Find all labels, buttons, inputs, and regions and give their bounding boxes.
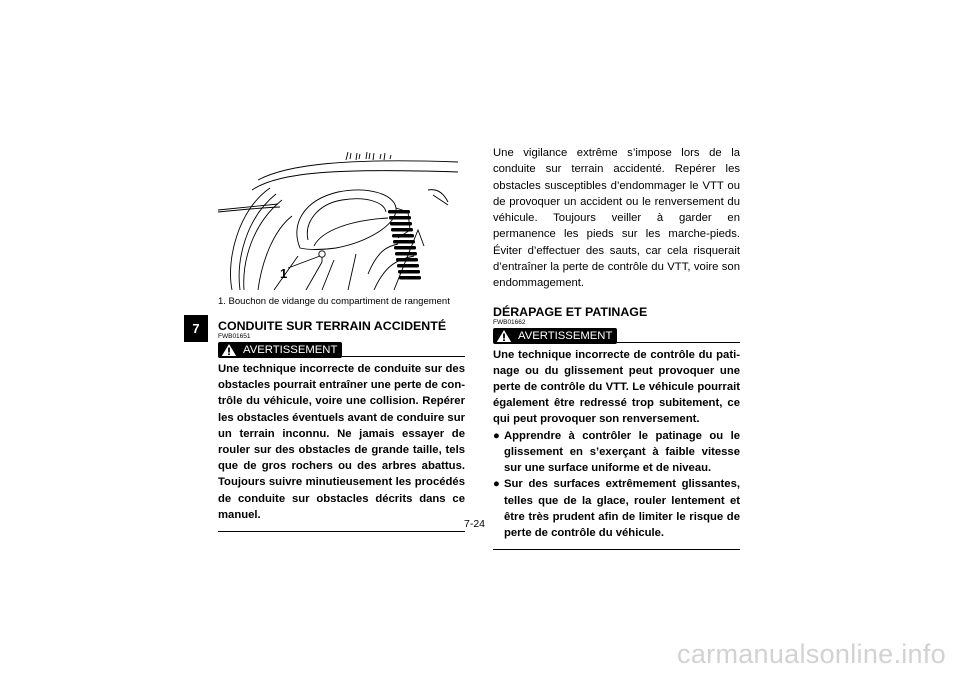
figure-callout: 1 [280,266,288,281]
list-item [493,428,740,477]
chapter-tab: 7 [184,315,208,342]
warning-triangle-icon [496,329,512,343]
list-item-text: Sur des surfaces extrêmement glissantes, telles que de la glace, rouler lentement et être très prudent afin de limiter le risque de perte de contrôle du véhicule. [504,478,740,539]
reference-code: FWB01662 [493,318,526,326]
warning-label: AVERTISSEMENT [243,344,338,356]
warning-badge [493,328,617,344]
warning-bullets [493,428,740,541]
section-title: DÉRAPAGE ET PATINAGE [493,304,648,319]
warning-label: AVERTISSEMENT [518,329,613,342]
warning-triangle-icon [221,343,237,357]
right-column [493,145,740,550]
warning-rule [342,356,465,357]
section-rough-terrain [218,318,465,532]
storage-drain-plug-illustration [218,150,462,290]
rough-terrain-paragraph: Une vigilance extrême s’impose lors de la conduite sur terrain accidenté. Repérer les obstacles susceptibles d’endommager le VTT ou de provoquer un accident ou le renversement du véhicule. Toujours veiller à garder en permanence les pieds sur les marche-pieds. Éviter d’effectuer des sauts, car cela risquerait d’entraîner la perte de contrôle du VTT, voire son endommagement. [493,147,740,290]
list-item [493,476,740,541]
figure-caption: 1. Bouchon de vidange du compartiment de rangement [218,296,450,307]
bullet-dot: ● [493,478,500,491]
warning-end-rule [218,531,465,532]
warning-text: Une technique incorrecte de conduite sur des obstacles pourrait entraîner une perte de contrôle du véhicule, voire une collision. Repérer les obstacles éventuels avant de conduire sur un terrain inconnu. Ne jamais essayer de rouler sur des obstacles de grande taille, tels que de gros rochers ou des arbres abattus. Toujours suivre minutieusement les procédés de conduite sur obstacles décrits dans ce manuel. [218,363,465,521]
warning-header [218,342,465,358]
page-number: 7-24 [464,518,486,530]
warning-badge [218,342,342,358]
warning-header [493,328,740,344]
bullet-dot: ● [493,429,500,442]
watermark: carmanualsonline.info [677,639,946,669]
warning-end-rule [493,549,740,550]
list-item-text: Apprendre à contrôler le patinage ou le glissement en s’exerçant à faible vitesse sur une surface uniforme et de niveau. [504,429,740,475]
warning-text: Une technique incorrecte de contrôle du patinage ou du glissement peut provoquer une perte de contrôle du VTT. Le véhicule pourrait également être redressé trop subitement, ce qui peut provoquer son renversement. [493,348,740,426]
reference-code: FWB01651 [218,333,251,340]
warning-rule [617,342,740,343]
section-title: CONDUITE SUR TERRAIN ACCIDENTÉ [218,319,447,333]
